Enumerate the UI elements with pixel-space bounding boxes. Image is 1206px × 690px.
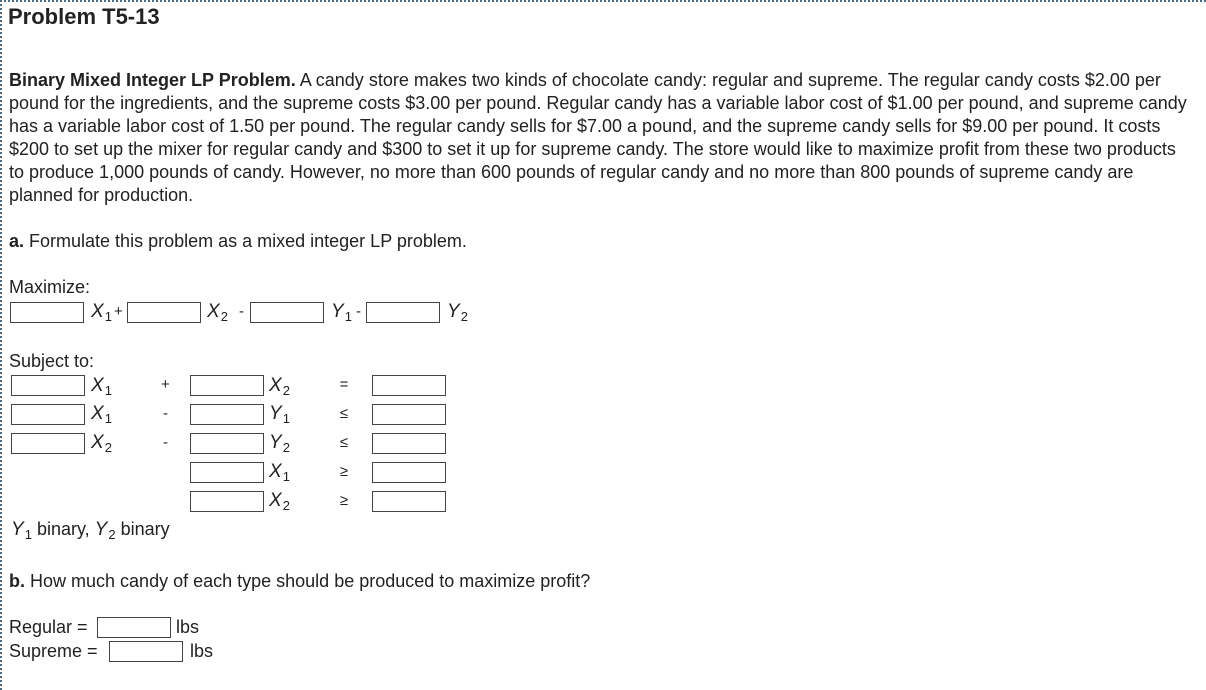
constraint5-coef-x2-input[interactable] <box>190 491 264 512</box>
objective-op-minus-1: - <box>239 303 244 320</box>
part-a-question <box>9 231 467 252</box>
supreme-unit: lbs <box>190 641 214 661</box>
problem-statement <box>9 69 1194 207</box>
objective-coef-x1-input[interactable] <box>10 302 84 323</box>
constraint3-coef-y2-input[interactable] <box>190 433 264 454</box>
objective-coef-x2-input[interactable] <box>127 302 201 323</box>
constraint5-var-x2: $X_2$ <box>269 490 290 513</box>
part-a-label: a. <box>9 231 25 251</box>
part-b-label: b. <box>9 571 25 591</box>
supreme-amount-input[interactable] <box>109 641 183 662</box>
objective-var-y1: $Y_1$ <box>331 301 352 324</box>
objective-var-x2: $X_2$ <box>207 301 228 324</box>
constraint2-coef-y1-input[interactable] <box>190 404 264 425</box>
constraint4-rhs-input[interactable] <box>372 462 446 483</box>
objective-op-minus-2: - <box>356 303 361 320</box>
constraint2-rhs-input[interactable] <box>372 404 446 425</box>
objective-var-y2: $Y_2$ <box>447 301 468 324</box>
objective-coef-y1-input[interactable] <box>250 302 324 323</box>
constraint4-var-x1: $X_1$ <box>269 461 290 484</box>
constraint5-rhs-input[interactable] <box>372 491 446 512</box>
constraint5-relation: ≥ <box>339 492 349 509</box>
objective-coef-y2-input[interactable] <box>366 302 440 323</box>
binary-var-y1: $Y_1$ <box>11 519 32 542</box>
binary-word-2: binary <box>120 519 170 539</box>
binary-note <box>11 519 170 542</box>
problem-text: A candy store makes two kinds of chocolate candy: regular and supreme. The regular candy costs $2.00 per pound for the ingredients, and the supreme costs $3.00 per pound. Regular candy has a variable labor cost of $1.00 per pound, and supreme candy has a variable labor cost of 1.50 per pound. The regular candy sells for $7.00 a pound, and the supreme candy sells for $9.00 per pound. It costs $200 to set up the mixer for regular candy and $300 to set it up for supreme candy. The store would like to maximize profit from these two products to produce 1,000 pounds of candy. However, no more than 600 pounds of regular candy and no more than 800 pounds of supreme candy are planned for production. <box>9 70 1187 205</box>
constraint1-coef-x2-input[interactable] <box>190 375 264 396</box>
regular-unit: lbs <box>176 617 200 637</box>
binary-var-y2: $Y_2$ <box>94 519 116 542</box>
constraint2-op: - <box>163 405 168 422</box>
page-title: Problem T5-13 <box>8 4 160 29</box>
regular-amount-input[interactable] <box>97 617 171 638</box>
part-b-text: How much candy of each type should be produced to maximize profit? <box>30 571 591 591</box>
constraint1-relation: = <box>339 376 349 393</box>
problem-heading: Binary Mixed Integer LP Problem. <box>9 70 296 90</box>
constraint4-coef-x1-input[interactable] <box>190 462 264 483</box>
objective-op-plus: + <box>114 303 123 320</box>
binary-word-1: binary, <box>36 519 90 539</box>
constraint3-var-y2: $Y_2$ <box>269 432 290 455</box>
constraint1-rhs-input[interactable] <box>372 375 446 396</box>
regular-label: Regular = <box>9 617 88 637</box>
constraint1-op: + <box>161 376 170 393</box>
subject-to-label: Subject to: <box>9 351 95 371</box>
constraint3-coef-x2-input[interactable] <box>11 433 85 454</box>
constraint2-var-x1: $X_1$ <box>91 403 112 426</box>
constraint3-rhs-input[interactable] <box>372 433 446 454</box>
constraint1-var-x1: $X_1$ <box>91 375 112 398</box>
constraint4-relation: ≥ <box>339 463 349 480</box>
constraint1-var-x2: $X_2$ <box>269 375 290 398</box>
maximize-label: Maximize: <box>9 277 91 297</box>
objective-var-x1: $X_1$ <box>91 301 112 324</box>
constraint2-coef-x1-input[interactable] <box>11 404 85 425</box>
constraint2-var-y1: $Y_1$ <box>269 403 290 426</box>
constraint3-var-x2: $X_2$ <box>91 432 112 455</box>
part-b-question <box>9 571 590 592</box>
part-a-text: Formulate this problem as a mixed integer LP problem. <box>29 231 467 251</box>
constraint3-op: - <box>163 434 168 451</box>
constraint1-coef-x1-input[interactable] <box>11 375 85 396</box>
constraint3-relation: ≤ <box>339 434 349 451</box>
constraint2-relation: ≤ <box>339 405 349 422</box>
supreme-label: Supreme = <box>9 641 98 661</box>
